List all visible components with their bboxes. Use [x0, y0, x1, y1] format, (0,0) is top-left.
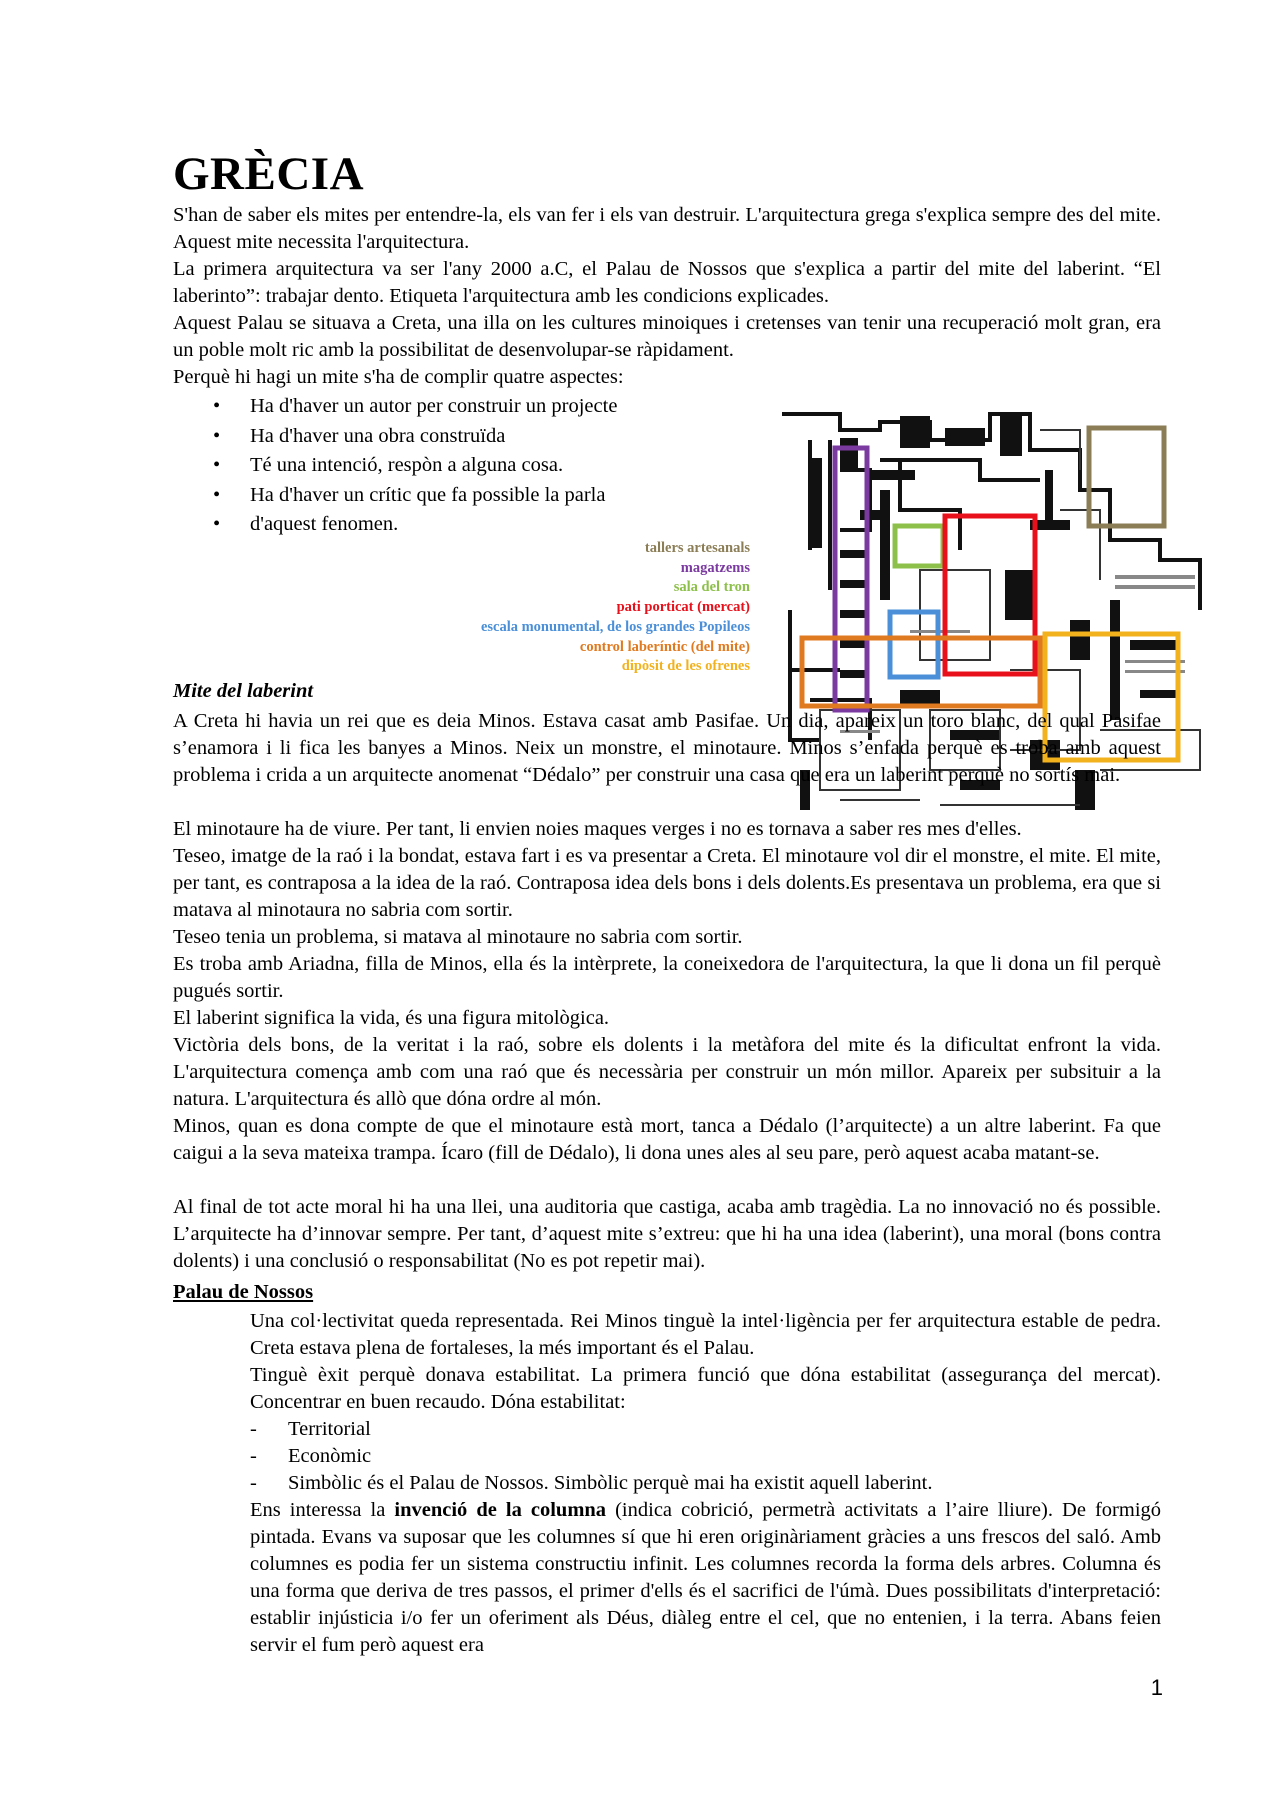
mite-paragraph-9: Al final de tot acte moral hi ha una llei, una auditoria que castiga, acaba amb tragèdia. La no innovació no és possible. L’arquitecte ha d’innovar sempre. Per tant, d’aquest mite s’extreu: que hi ha una idea (laberint), una moral (bons contra dolents) i una conclusió o responsabilitat (No es pot repetir mai). — [173, 1196, 1161, 1272]
bullet-icon: • — [213, 424, 221, 447]
list-item — [173, 481, 733, 511]
legend-item-escala: escala monumental, de los grandes Popileos — [480, 618, 750, 635]
mite-paragraph-5: Es troba amb Ariadna, filla de Minos, ella és la intèrprete, la coneixedora de l'arquitectura, la que li dona un fil perquè pugués sortir. — [173, 953, 1161, 1002]
columna-text-bold: invenció de la columna — [394, 1499, 607, 1521]
bullet-icon: • — [213, 483, 221, 506]
list-item-text: Simbòlic és el Palau de Nossos. Simbòlic perquè mai ha existit aquell laberint. — [288, 1472, 933, 1494]
plan-legend — [481, 539, 750, 677]
legend-item-diposit: dipòsit de les ofrenes — [621, 658, 750, 675]
myth-aspects-list — [173, 392, 733, 540]
list-item-text: Econòmic — [288, 1445, 372, 1467]
section-heading-palau: Palau de Nossos — [173, 1281, 314, 1303]
list-item-text: Territorial — [288, 1418, 371, 1440]
legend-item-magatzems: magatzems — [680, 559, 750, 576]
mite-paragraph-6: El laberint significa la vida, és una figura mitològica. — [173, 1007, 610, 1029]
bullet-icon: • — [213, 454, 221, 476]
list-item-text: Té una intenció, respòn a alguna cosa. — [250, 454, 564, 476]
intro-paragraph-1: S'han de saber els mites per entendre-la, els van fer i els van destruir. L'arquitectura grega s'explica sempre des del mite. Aquest mite necessita l'arquitectura. — [173, 204, 1161, 253]
mite-paragraph-1: A Creta hi havia un rei que es deia Minos. Estava casat amb Pasifae. Un dia, apareix un toro blanc, del qual Pasifae s’enamora i li fica les banyes a Minos. Neix un monstre, el minotaure. Minos s’enfada perquè es troba amb aquest problema i crida a un arquitecte anomenat “Dédalo” per construir una casa que era un laberint perquè no sortís mai. — [173, 710, 1161, 786]
legend-item-pati: pati porticat (mercat) — [616, 599, 750, 616]
list-item-text: Ha d'haver una obra construïda — [250, 424, 506, 447]
bullet-icon: • — [213, 513, 221, 535]
intro-paragraph-4: Perquè hi hagi un mite s'ha de complir quatre aspectes: — [173, 366, 624, 388]
list-item — [173, 392, 733, 422]
page-title: GRÈCIA — [173, 148, 365, 200]
list-item — [173, 422, 733, 452]
legend-item-tallers: tallers artesanals — [644, 540, 750, 556]
mite-paragraph-3: Teseo, imatge de la raó i la bondat, estava fart i es va presentar a Creta. El minotaure vol dir el monstre, el mite. El mite, per tant, es contraposa a la idea de la raó. Contraposa idea dels bons i dels dolents.Es presentava un problema, era que si matava al minotaura no sabria com sortir. — [173, 845, 1161, 921]
columna-text-before: Ens interessa la — [250, 1499, 395, 1521]
page-number: 1 — [1150, 1675, 1163, 1700]
list-item — [173, 510, 733, 540]
palau-paragraph-1: Una col·lectivitat queda representada. Rei Minos tinguè la intel·ligència per fer arquitectura estable de pedra. Creta estava plena de fortaleses, la més important és el Palau. — [250, 1310, 1161, 1359]
list-item — [173, 451, 733, 481]
mite-paragraph-8: Minos, quan es dona compte de que el minotaure està mort, tanca a Dédalo (l’arquitecte) a un altre laberint. Fa que caigui a la seva mateixa trampa. Ícaro (fill de Dédalo), li dona unes ales al seu pare, però aquest acaba matant-se. — [173, 1115, 1161, 1164]
columna-paragraph — [250, 1497, 1161, 1659]
mite-paragraph-4: Teseo tenia un problema, si matava al minotaure no sabria com sortir. — [173, 926, 743, 948]
list-item-text: Ha d'haver un autor per construir un projecte — [250, 395, 618, 417]
list-item — [250, 1470, 1161, 1497]
columna-text-after: (indica cobrició, permetrà activitats a l’aire lliure). De formigó pintada. Evans va suposar que les columnes sí que hi eren originàriament gràcies a uns frescos del saló. Amb columnes es podia fer un sistema constructiu infinit. Les columnes recorda la forma dels arbres. Columna és una forma que deriva de tres passos, el primer d'ells és el sacrifici de l'úmà. Dues possibilitats d'interpretació: establir injústicia i/o fer un oferiment als Déus, diàleg entre el cel, que no entenien, i la terra. Abans feien servir el fum però aquest era — [250, 1499, 1162, 1656]
intro-paragraph-3: Aquest Palau se situava a Creta, una illa on les cultures minoiques i cretenses van tenir una recuperació molt gran, era un poble molt ric amb la possibilitat de desenvolupar-se ràpidament. — [173, 312, 1161, 361]
list-item-text: d'aquest fenomen. — [250, 513, 399, 535]
dash-icon: - — [250, 1472, 257, 1494]
mite-paragraph-7: Victòria dels bons, de la veritat i la raó, sobre els dolents i la metàfora del mite és la dificultat enfront la vida. L'arquitectura comença amb com una raó que és necessària per construir un món millor. Apareix per subsituir a la natura. L'arquitectura és allò que dóna ordre al món. — [173, 1034, 1161, 1110]
legend-item-control: control laberíntic (del mite) — [579, 638, 750, 655]
mite-paragraph-2: El minotaure ha de viure. Per tant, li envien noies maques verges i no es tornava a saber res mes d'elles. — [173, 818, 1022, 840]
section-heading-mite: Mite del laberint — [173, 680, 314, 702]
dash-icon: - — [250, 1418, 257, 1440]
dash-icon: - — [250, 1445, 257, 1467]
list-item — [250, 1443, 1161, 1470]
legend-item-sala-tron: sala del tron — [673, 579, 750, 596]
list-item-text: Ha d'haver un crític que fa possible la parla — [250, 483, 606, 506]
list-item — [250, 1416, 1161, 1443]
stability-list — [250, 1416, 1161, 1497]
palau-paragraph-2: Tinguè èxit perquè donava estabilitat. La primera funció que dóna estabilitat (assegurança del mercat). Concentrar en buen recaudo. Dóna estabilitat: — [250, 1364, 1161, 1413]
bullet-icon: • — [213, 395, 221, 417]
intro-paragraph-2: La primera arquitectura va ser l'any 2000 a.C, el Palau de Nossos que s'explica a partir del mite del laberint. “El laberinto”: trabajar dento. Etiqueta l'arquitectura amb les condicions explicades. — [173, 258, 1161, 307]
